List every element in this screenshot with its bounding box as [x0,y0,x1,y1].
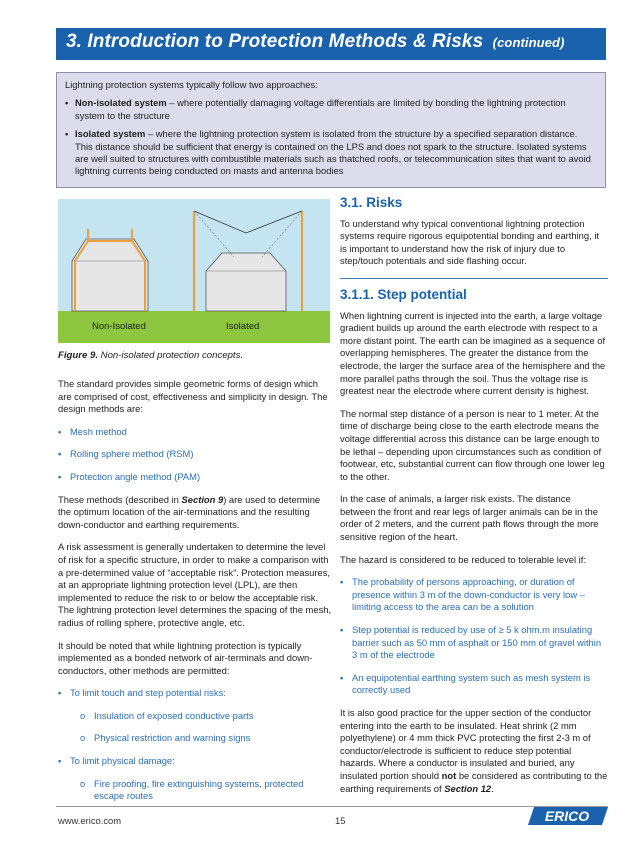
method-group [58,687,334,745]
text-run: be considered as contributing to the earthing requirements of [340,769,608,794]
section-9-reference: Section 9 [181,493,224,505]
risks-heading: 3.1. Risks [340,195,403,210]
step-paragraph-4: The hazard is considered to be reduced to tolerable level if: [340,553,586,565]
method-group-label: To limit physical damage: [70,755,175,767]
methods-paragraph [58,494,334,532]
step-paragraph-2: The normal step distance of a person is near to 1 meter. At the time of discharge being close to the earth electrode means the voltage differential across this distance can be large enough to be lethal – depending upon circumstances such as condition of footwear, etc, substantial current can flow through one lower leg to the other. [340,407,605,482]
risks-paragraph: To understand why typical conventional lightning protection systems require rigorous equipotential bonding and earthing, it is important to understand how the risk of injury due to step/touch potentials and side flashing occur. [340,217,600,267]
protection-concepts-figure [58,199,330,343]
text-run: . [491,782,494,794]
step-paragraph-3: In the case of animals, a larger risk exists. The distance between the front and rear legs of larger animals can be in the order of 2 meters, and the current path flows through the more sensitive region of the heart. [340,493,599,543]
figure-caption-label: Figure 9. [58,350,98,361]
method-subitem: o Physical restriction and warning signs [70,732,334,745]
erico-logo [528,805,608,827]
method-group-label: To limit touch and step potential risks: [70,687,226,699]
page-title [66,31,565,53]
approach-term: Non-isolated system [75,97,167,109]
text-run: These methods (described in [58,493,182,505]
approach-item [65,128,597,178]
right-column [340,197,608,805]
footer-url[interactable]: www.erico.com [58,815,122,826]
left-column [58,378,334,813]
text-run: ) are used to determine the optimum location of the air-terminations and the resulting down-conductor and earthing requirements. [58,493,321,530]
approaches-list [65,97,597,177]
emphasis-not: not [441,769,457,781]
section-12-reference: Section 12 [444,782,492,794]
erico-logo-text: ERICO [544,808,590,824]
method-sublist [70,710,334,745]
design-method-item: • Rolling sphere method (RSM) [58,448,334,461]
approaches-callout [56,72,606,188]
figure-caption-text: Non-isolated protection concepts. [97,350,244,361]
callout-intro: Lightning protection systems typically follow two approaches: [65,79,318,90]
condition-item: • Step potential is reduced by use of ≥ 5 k ohm.m insulating barrier such as 50 mm of asphalt or 150 mm of gravel within 3 m of the electrode [340,624,608,662]
step-potential-heading: 3.1.1. Step potential [340,286,467,302]
method-subitem: o Fire proofing, fire extinguishing systems, protected escape routes [70,778,334,803]
title-banner [56,28,606,60]
design-method-item: • Protection angle method (PAM) [58,471,334,484]
design-method-item: • Mesh method [58,426,334,439]
title-continued: (continued) [492,35,565,50]
label-non-isolated: Non-Isolated [92,321,146,332]
approach-text: – where potentially damaging voltage differentials are limited by bonding the lightning protection system to the structure [75,97,566,121]
text-run: It is also good practice for the upper section of the conductor entering into the earth to be insulated. Heat shrink (2 mm polyethylene) or 4 mm thick PVC protecting the first 2-3 m of conductor/electrode is sufficient to reduce step potential hazards. Where a conductor is insulated and buried, any insulated portion should [340,707,592,781]
step-paragraph-1: When lightning current is injected into the earth, a large voltage gradient builds up around the earth electrode with respect to a more distant point. The earth can be imagined as a sequence of overlapping hemispheres. The greater the distance from the electrode, the larger the surface area of the hemisphere and the more parallel paths through the soil. Thus the voltage rise is greatest near the electrode where current density is highest. [340,309,606,397]
approach-text: – where the lightning protection system is isolated from the structure by a specified separation distance. This distance should be sufficient that energy is contained on the LPS and does not spark to the structure. Isolated systems are well suited to structures with combustible materials such as thatched roofs, or telecommunication sites that want to avoid lightning currents being conducted on masts and antenna bodies [75,128,591,177]
other-methods-list [58,687,334,803]
title-text: 3. Introduction to Protection Methods & Risks [66,31,484,52]
other-methods-paragraph: It should be noted that while lightning protection is typically implemented as a bonded network of air-terminals and down-conductors, other methods are permitted: [58,639,313,676]
risk-assessment-paragraph: A risk assessment is generally undertaken to determine the level of risk for a specific structure, in order to make a comparison with a pre-determined value of “acceptable risk”. Protection measures, at an appropriate lightning protection level (LPL), are then implemented to reduce the risk to or below the acceptable risk. The lightning protection level determines the spacing of the mesh, radius of rolling sphere, protective angle, etc. [58,541,332,628]
tolerable-conditions-list [340,576,608,697]
section-divider [340,278,608,279]
label-isolated: Isolated [226,321,260,332]
condition-item: • The probability of persons approaching, or duration of presence within 3 m of the down-conductor is very low – limiting access to the area can be a solution [340,576,608,614]
footer-divider [56,806,608,807]
design-intro-paragraph: The standard provides simple geometric forms of design which are comprised of cost, effectiveness and simplicity in design. The design methods are: [58,378,328,415]
approach-term: Isolated system [75,128,146,140]
design-methods-list [58,426,334,484]
method-sublist [70,778,334,803]
figure-caption [58,350,243,361]
page-number: 15 [335,815,346,826]
condition-item: • An equipotential earthing system such as mesh system is correctly used [340,672,608,697]
method-subitem: o Insulation of exposed conductive parts [70,710,334,723]
method-group [58,755,334,803]
approach-item [65,97,597,122]
good-practice-paragraph [340,707,608,795]
